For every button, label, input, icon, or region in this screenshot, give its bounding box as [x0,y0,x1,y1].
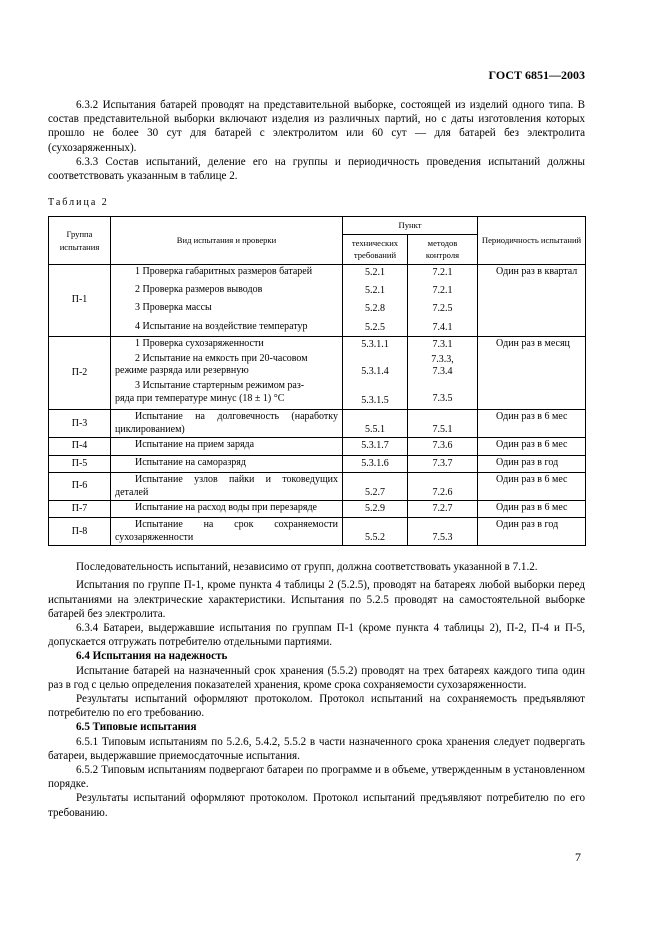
document-body [48,98,585,820]
paragraph-6-3-2: 6.3.2 Испытания батарей проводят на представительной выборке, состоящей из изделий одного типа. В состав представительной выборки включают изделия из различных партий, но с даты изготовления которых прошло не более 30 сут для батарей с электролитом или 60 сут — для батарей без электролита (сухозаряженных). [48,99,585,154]
table-row [49,410,586,438]
table-row [49,473,586,501]
table-row [49,438,586,455]
method-p3: 7.5.1 [408,410,478,438]
period-p1: Один раз в квартал [478,264,586,337]
paragraph-sequence: Последовательность испытаний, независимо от групп, должна соответствовать указанной в 7.1.2. [76,561,538,574]
p1-item-3: 3 Проверка массы [135,302,212,314]
table-row [49,264,586,337]
period-p2: Один раз в месяц [478,337,586,410]
p2-method-1: 7.3.1 [432,339,453,351]
period-p6: Один раз в 6 мес [478,473,586,501]
p1-method-1: 7.2.1 [432,266,453,278]
group-p4: П-4 [49,438,111,455]
group-p8: П-8 [49,518,111,546]
table-row [49,455,586,472]
group-p2: П-2 [49,337,111,410]
period-p4: Один раз в 6 мес [478,438,586,455]
paragraph-group-p1: Испытания по группе П-1, кроме пункта 4 таблицы 2 (5.2.5), проводят на батареях любой выборки перед испытаниями на электрические характеристики. Испытания по 5.2.5 проводят на самостоятельной выборке батарей без электролита. [48,579,585,620]
group-p1: П-1 [49,264,111,337]
heading-6-5: 6.5 Типовые испытания [76,721,197,734]
table-caption: Таблица 2 [48,197,109,209]
header-group: Группа испытания [49,217,111,264]
type-p3: Испытание на долговечность (наработку циклированием) [111,410,343,438]
tech-cell [343,264,408,337]
type-p7: Испытание на расход воды при перезаряде [111,500,343,517]
paragraph-6-3-4: 6.3.4 Батареи, выдержавшие испытания по группам П-1 (кроме пункта 4 таблицы 2), П-2, П-4 и П-5, допускается отгружать потребителю отдельными партиями. [48,621,585,649]
p2-method-2b: 7.3.4 [432,366,453,378]
p2-method-3: 7.3.5 [432,393,453,405]
p2-tech-1: 5.3.1.1 [361,339,389,351]
p1-method-3: 7.2.5 [432,303,453,315]
type-cell [111,264,343,337]
type-p4: Испытание на прием заряда [111,438,343,455]
group-p6: П-6 [49,473,111,501]
p2-item-1: 1 Проверка сухозаряженности [135,338,264,350]
tests-table [48,216,586,546]
type-p5: Испытание на саморазряд [111,455,343,472]
method-p4: 7.3.6 [408,438,478,455]
p1-item-4: 4 Испытание на воздействие температур [135,320,308,332]
tech-p4: 5.3.1.7 [343,438,408,455]
p1-item-1: 1 Проверка габаритных размеров батарей [135,265,313,277]
tech-p7: 5.2.9 [343,500,408,517]
header-type: Вид испытания и проверки [111,217,343,264]
type-p6: Испытание узлов пайки и токоведущих деталей [111,473,343,501]
header-method: методов контроля [408,234,478,264]
method-p6: 7.2.6 [408,473,478,501]
paragraph-6-3-3: 6.3.3 Состав испытаний, деление его на группы и периодичность проведения испытаний должны соответствовать указанным в таблице 2. [48,155,585,183]
method-p5: 7.3.7 [408,455,478,472]
p2-item-3a: 3 Испытание стартерным режимом раз- [135,380,305,392]
p2-tech-2: 5.3.1.4 [361,365,389,377]
p1-tech-4: 5.2.5 [365,321,385,333]
p1-tech-2: 5.2.1 [365,285,385,297]
method-p8: 7.5.3 [408,518,478,546]
group-p3: П-3 [49,410,111,438]
method-cell [408,264,478,337]
p2-tech-3: 5.3.1.5 [361,395,389,407]
table-row [49,518,586,546]
document-header: ГОСТ 6851—2003 [488,68,585,82]
header-tech: технических требований [343,234,408,264]
header-period: Периодичность испытаний [478,217,586,264]
table-header-row [49,217,586,234]
p1-method-2: 7.2.1 [432,285,453,297]
p1-tech-3: 5.2.8 [365,303,385,315]
table-row [49,337,586,410]
tech-cell [343,337,408,410]
p1-method-4: 7.4.1 [432,321,453,333]
period-p3: Один раз в 6 мес [478,410,586,438]
tech-p3: 5.5.1 [343,410,408,438]
heading-6-4: 6.4 Испытания на надежность [76,650,228,663]
p1-item-2: 2 Проверка размеров выводов [135,284,263,296]
type-p8: Испытание на срок сохраняемости сухозаряженности [111,518,343,546]
paragraph-6-5-1: 6.5.1 Типовым испытаниям по 5.2.6, 5.4.2, 5.5.2 в части назначенного срока хранения следует подвергать батареи, выдержавшие приемосдаточные испытания. [48,735,585,762]
period-p8: Один раз в год [478,518,586,546]
paragraph-6-5-2: 6.5.2 Типовым испытаниям подвергают батареи по программе и в объеме, утвержденным в установленном порядке. [48,763,585,791]
tech-p6: 5.2.7 [343,473,408,501]
tech-p8: 5.5.2 [343,518,408,546]
period-p7: Один раз в 6 мес [478,500,586,517]
paragraph-6-4-a: Испытание батарей на назначенный срок хранения (5.5.2) проводят на трех батареях каждого типа один раз в год с целью определения показателей хранения, кроме срока сохраняемости сухозаряженности. [48,664,585,691]
period-p5: Один раз в год [478,455,586,472]
p2-method-2a: 7.3.3, [431,353,454,365]
group-p5: П-5 [49,455,111,472]
method-p7: 7.2.7 [408,500,478,517]
p2-item-2b: режиме разряда или резервную [115,365,249,377]
header-punkt: Пункт [343,217,478,234]
p1-tech-1: 5.2.1 [365,266,385,278]
p2-item-3b: ряда при температуре минус (18 ± 1) °С [115,392,285,404]
group-p7: П-7 [49,500,111,517]
paragraph-6-5-c: Результаты испытаний оформляют протоколом. Протокол испытаний предъявляют потребителю по его требованию. [48,792,585,819]
type-cell [111,337,343,410]
page-number: 7 [575,850,581,864]
p2-item-2a: 2 Испытание на емкость при 20-часовом [135,352,308,364]
table-row [49,500,586,517]
paragraph-6-4-b: Результаты испытаний оформляют протоколом. Протокол испытаний на сохраняемость предъявляют потребителю по его требованию. [48,692,585,720]
tech-p5: 5.3.1.6 [343,455,408,472]
method-cell [408,337,478,410]
